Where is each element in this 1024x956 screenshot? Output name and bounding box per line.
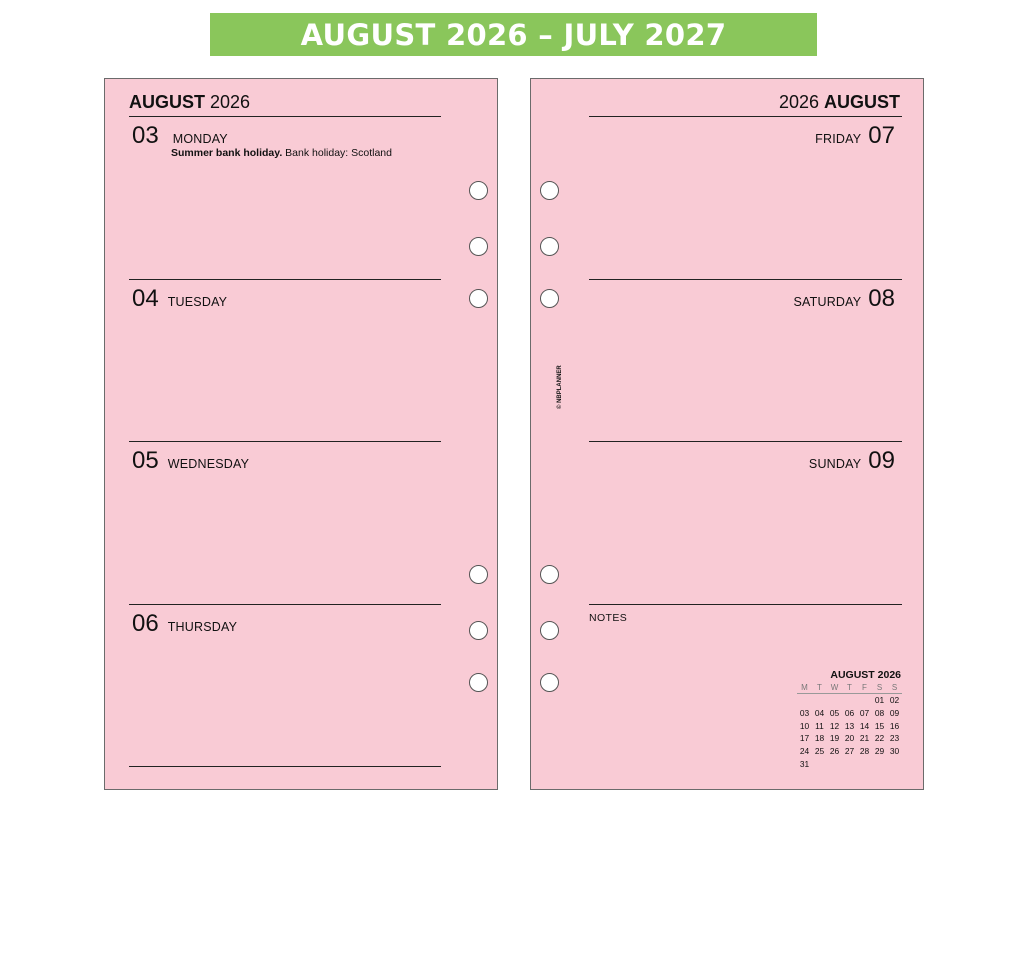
mini-calendar-weekday: S	[887, 682, 902, 694]
mini-calendar-date: 31	[799, 758, 810, 769]
day-number: 03	[132, 122, 159, 149]
day-number: 07	[868, 122, 895, 149]
mini-calendar-weekday: T	[812, 682, 827, 694]
right-header-year: 2026	[778, 92, 819, 112]
day-number: 05	[132, 447, 159, 474]
day-friday	[815, 122, 895, 150]
holiday-note	[171, 147, 392, 159]
mini-calendar-week	[797, 732, 902, 745]
left-planner-page	[104, 78, 498, 790]
year-range-banner: AUGUST 2026 – JULY 2027	[210, 13, 817, 56]
day-name: WEDNESDAY	[167, 457, 250, 471]
day-divider	[129, 441, 441, 442]
mini-calendar-date: 05	[829, 708, 840, 719]
punch-hole	[540, 621, 559, 640]
left-page-header	[129, 92, 250, 113]
mini-calendar-date: 13	[844, 720, 855, 731]
holiday-name: Summer bank holiday.	[171, 147, 283, 159]
mini-calendar-date	[857, 694, 872, 707]
mini-calendar-date	[827, 757, 842, 770]
mini-calendar-date	[872, 757, 887, 770]
mini-calendar-date	[857, 757, 872, 770]
mini-calendar-weekday: S	[872, 682, 887, 694]
mini-calendar-date: 27	[844, 746, 855, 757]
punch-hole	[469, 621, 488, 640]
mini-calendar-date	[842, 757, 857, 770]
day-name: THURSDAY	[167, 620, 238, 634]
punch-hole	[540, 181, 559, 200]
holiday-detail: Bank holiday: Scotland	[282, 147, 392, 159]
mini-calendar-date: 11	[815, 720, 824, 731]
punch-hole	[469, 289, 488, 308]
day-number: 08	[868, 285, 895, 312]
notes-label: NOTES	[589, 612, 628, 624]
day-name: SUNDAY	[808, 457, 862, 471]
day-wednesday	[132, 447, 249, 475]
day-number: 06	[132, 610, 159, 637]
mini-calendar-date: 12	[829, 720, 840, 731]
mini-calendar	[797, 669, 901, 770]
left-header-year: 2026	[210, 92, 251, 112]
mini-calendar-date: 29	[874, 746, 885, 757]
mini-calendar-week	[797, 745, 902, 758]
mini-calendar-date	[842, 694, 857, 707]
right-page-header	[779, 92, 900, 113]
day-name: MONDAY	[172, 132, 228, 146]
mini-calendar-date: 06	[844, 708, 855, 719]
mini-calendar-date: 16	[889, 720, 900, 731]
day-tuesday	[132, 285, 227, 313]
mini-calendar-date: 10	[799, 720, 810, 731]
mini-calendar-date: 14	[859, 720, 870, 731]
mini-calendar-date: 28	[859, 746, 870, 757]
right-planner-page	[530, 78, 924, 790]
mini-calendar-weekday: W	[827, 682, 842, 694]
day-name: TUESDAY	[167, 295, 228, 309]
mini-calendar-title: AUGUST 2026	[830, 669, 901, 681]
punch-hole	[540, 237, 559, 256]
day-divider	[589, 441, 902, 442]
mini-calendar-date: 22	[874, 733, 885, 744]
day-monday	[132, 122, 228, 150]
mini-calendar-date	[887, 757, 902, 770]
mini-calendar-weekday: F	[857, 682, 872, 694]
mini-calendar-date: 25	[814, 746, 825, 757]
mini-calendar-date: 23	[889, 733, 900, 744]
mini-calendar-date: 18	[814, 733, 825, 744]
punch-hole	[540, 673, 559, 692]
day-sunday	[809, 447, 895, 475]
mini-calendar-weekday: T	[842, 682, 857, 694]
mini-calendar-date: 03	[799, 708, 810, 719]
mini-calendar-date: 09	[889, 708, 900, 719]
punch-hole	[540, 289, 559, 308]
punch-hole	[469, 565, 488, 584]
mini-calendar-weekday: M	[797, 682, 812, 694]
mini-calendar-date	[797, 694, 812, 707]
mini-calendar-date	[812, 757, 827, 770]
day-divider	[129, 279, 441, 280]
day-divider	[129, 604, 441, 605]
mini-calendar-date: 21	[859, 733, 870, 744]
punch-hole	[469, 237, 488, 256]
mini-calendar-date: 04	[814, 708, 825, 719]
punch-hole	[540, 565, 559, 584]
mini-calendar-date: 19	[829, 733, 840, 744]
mini-calendar-date: 15	[874, 720, 885, 731]
mini-calendar-date: 30	[889, 746, 900, 757]
mini-calendar-date: 17	[799, 733, 810, 744]
mini-calendar-week	[797, 757, 902, 770]
left-header-month: AUGUST	[129, 92, 205, 112]
punch-hole	[469, 673, 488, 692]
notes-divider	[589, 604, 902, 605]
mini-calendar-date: 02	[889, 695, 900, 706]
mini-calendar-week	[797, 707, 902, 720]
mini-calendar-date: 24	[799, 746, 810, 757]
day-saturday	[793, 285, 895, 313]
day-divider	[589, 279, 902, 280]
day-number: 09	[868, 447, 895, 474]
mini-calendar-week	[797, 694, 902, 707]
mini-calendar-date: 07	[859, 708, 870, 719]
mini-calendar-date: 01	[874, 695, 885, 706]
mini-calendar-date	[812, 694, 827, 707]
bottom-divider	[129, 766, 441, 767]
day-thursday	[132, 610, 237, 638]
day-number: 04	[132, 285, 159, 312]
punch-hole	[469, 181, 488, 200]
mini-calendar-grid	[797, 682, 902, 770]
mini-calendar-date: 20	[844, 733, 855, 744]
header-divider	[129, 116, 441, 117]
day-name: FRIDAY	[815, 132, 862, 146]
mini-calendar-date: 26	[829, 746, 840, 757]
header-divider	[589, 116, 902, 117]
copyright-mark: © NBPLANNER	[557, 365, 563, 409]
mini-calendar-week	[797, 719, 902, 732]
mini-calendar-date	[827, 694, 842, 707]
mini-calendar-date: 08	[874, 708, 885, 719]
day-name: SATURDAY	[793, 295, 862, 309]
right-header-month: AUGUST	[824, 92, 900, 112]
